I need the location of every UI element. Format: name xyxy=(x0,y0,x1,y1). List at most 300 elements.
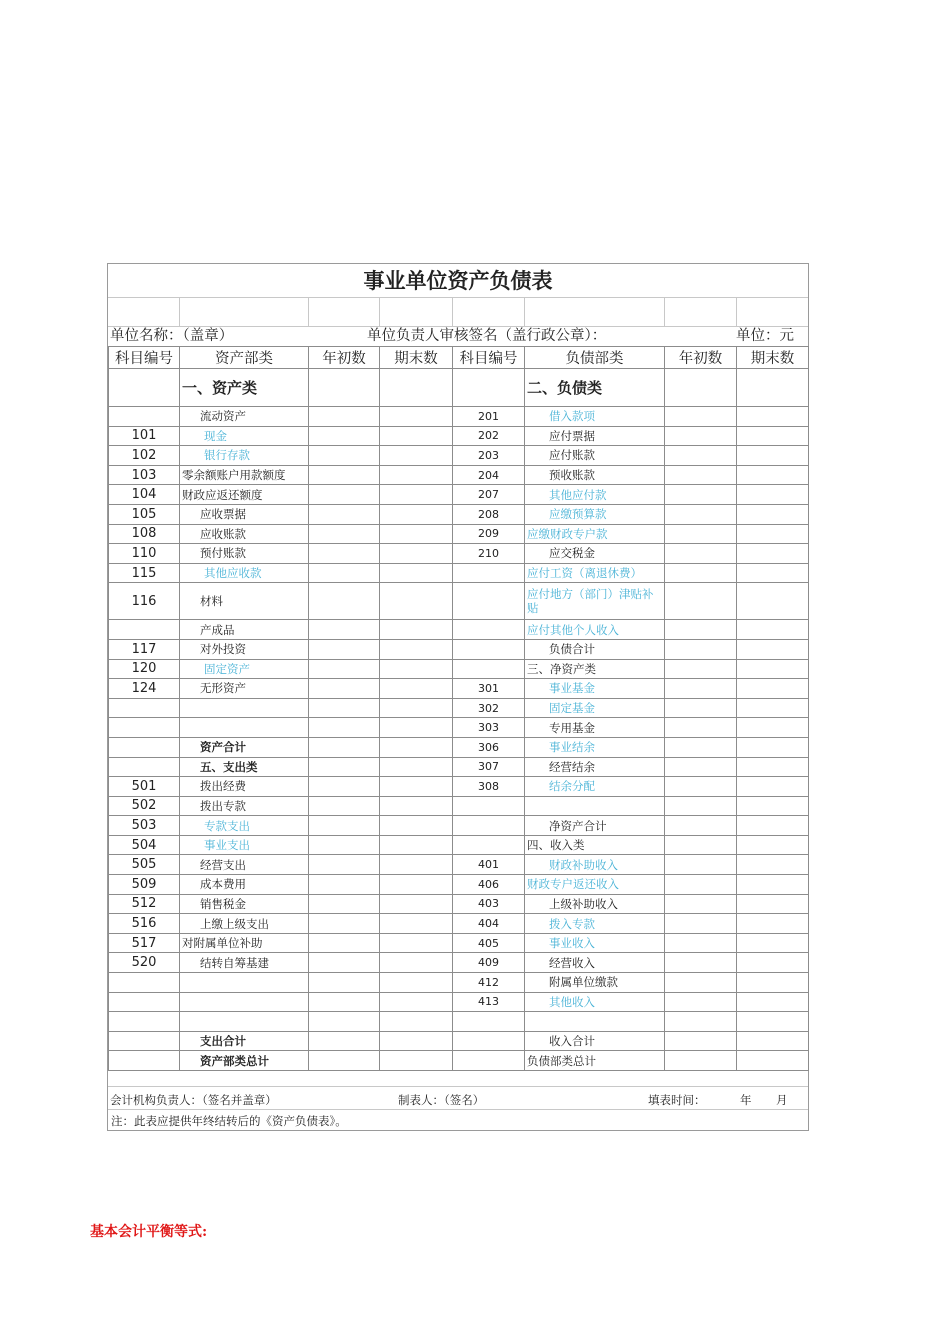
liability-opening xyxy=(665,796,737,816)
asset-opening xyxy=(309,544,380,564)
liability-code xyxy=(453,796,525,816)
liability-item: 事业收入 xyxy=(525,933,665,953)
table-row xyxy=(109,914,809,934)
liability-code: 208 xyxy=(453,504,525,524)
liability-opening xyxy=(665,504,737,524)
liability-item: 负债合计 xyxy=(525,639,665,659)
asset-closing xyxy=(380,524,453,544)
column-header: 期末数 xyxy=(737,347,809,369)
table-row xyxy=(109,992,809,1012)
asset-closing xyxy=(380,953,453,973)
fill-time-label: 填表时间： xyxy=(648,1093,706,1107)
liability-code: 207 xyxy=(453,485,525,505)
asset-opening xyxy=(309,953,380,973)
liability-opening xyxy=(665,465,737,485)
liability-closing xyxy=(737,639,809,659)
asset-code: 516 xyxy=(109,914,180,934)
sheet-title: 事业单位资产负债表 xyxy=(108,264,808,298)
asset-item: 成本费用 xyxy=(180,875,309,895)
liability-code: 308 xyxy=(453,777,525,797)
asset-item: 对外投资 xyxy=(180,639,309,659)
liability-opening xyxy=(665,679,737,699)
liability-item: 收入合计 xyxy=(525,1031,665,1051)
liability-opening xyxy=(665,718,737,738)
liability-closing xyxy=(737,718,809,738)
liability-item: 四、收入类 xyxy=(525,835,665,855)
liability-item: 负债部类总计 xyxy=(525,1051,665,1071)
liability-item: 应交税金 xyxy=(525,544,665,564)
table-row xyxy=(109,855,809,875)
asset-code xyxy=(109,1012,180,1032)
liability-opening xyxy=(665,583,737,620)
asset-code: 110 xyxy=(109,544,180,564)
table-row xyxy=(109,718,809,738)
liability-code: 203 xyxy=(453,446,525,466)
liability-code: 306 xyxy=(453,737,525,757)
asset-opening xyxy=(309,933,380,953)
column-header: 科目编号 xyxy=(453,347,525,369)
asset-closing xyxy=(380,914,453,934)
asset-closing xyxy=(380,855,453,875)
table-row xyxy=(109,369,809,407)
asset-closing xyxy=(380,563,453,583)
asset-code xyxy=(109,1031,180,1051)
asset-code: 120 xyxy=(109,659,180,679)
liability-opening xyxy=(665,835,737,855)
asset-item: 专款支出 xyxy=(180,816,309,836)
liability-closing xyxy=(737,894,809,914)
asset-closing xyxy=(380,465,453,485)
liability-closing xyxy=(737,698,809,718)
asset-item: 应收票据 xyxy=(180,504,309,524)
asset-opening xyxy=(309,855,380,875)
liability-closing xyxy=(737,796,809,816)
asset-code: 102 xyxy=(109,446,180,466)
table-row xyxy=(109,659,809,679)
asset-code xyxy=(109,698,180,718)
liability-opening xyxy=(665,855,737,875)
asset-code xyxy=(109,620,180,640)
table-row xyxy=(109,933,809,953)
liability-opening xyxy=(665,524,737,544)
asset-item: 财政应返还额度 xyxy=(180,485,309,505)
asset-closing xyxy=(380,639,453,659)
asset-item: 零余额账户用款额度 xyxy=(180,465,309,485)
liability-code: 409 xyxy=(453,953,525,973)
asset-opening xyxy=(309,583,380,620)
asset-opening xyxy=(309,737,380,757)
asset-code: 116 xyxy=(109,583,180,620)
liability-closing xyxy=(737,777,809,797)
table-row xyxy=(109,563,809,583)
liability-opening xyxy=(665,563,737,583)
month-label: 月 xyxy=(776,1093,788,1107)
signature-label: 单位负责人审核签名（盖行政公章）： xyxy=(367,328,607,344)
liability-item: 上级补助收入 xyxy=(525,894,665,914)
asset-opening xyxy=(309,875,380,895)
table-row xyxy=(109,465,809,485)
table-row xyxy=(109,485,809,505)
liability-opening xyxy=(665,407,737,427)
liability-opening xyxy=(665,446,737,466)
liability-opening xyxy=(665,875,737,895)
asset-closing xyxy=(380,835,453,855)
asset-closing xyxy=(380,620,453,640)
asset-opening xyxy=(309,816,380,836)
asset-closing xyxy=(380,777,453,797)
liability-closing xyxy=(737,563,809,583)
asset-closing xyxy=(380,369,453,407)
asset-closing xyxy=(380,1031,453,1051)
liability-closing xyxy=(737,816,809,836)
liability-code xyxy=(453,563,525,583)
table-row xyxy=(109,446,809,466)
liability-closing xyxy=(737,369,809,407)
liability-code: 301 xyxy=(453,679,525,699)
asset-opening xyxy=(309,446,380,466)
liability-item: 财政专户返还收入 xyxy=(525,875,665,895)
asset-closing xyxy=(380,426,453,446)
asset-item: 应收账款 xyxy=(180,524,309,544)
asset-code: 517 xyxy=(109,933,180,953)
liability-opening xyxy=(665,426,737,446)
liability-closing xyxy=(737,992,809,1012)
liability-item: 应付账款 xyxy=(525,446,665,466)
asset-closing xyxy=(380,1051,453,1071)
liability-opening xyxy=(665,659,737,679)
liability-item: 应付工资（离退休费） xyxy=(525,563,665,583)
liability-opening xyxy=(665,914,737,934)
asset-opening xyxy=(309,504,380,524)
asset-code xyxy=(109,992,180,1012)
liability-closing xyxy=(737,485,809,505)
asset-code xyxy=(109,757,180,777)
asset-closing xyxy=(380,757,453,777)
liability-code: 406 xyxy=(453,875,525,895)
asset-item xyxy=(180,1012,309,1032)
table-row xyxy=(109,816,809,836)
liability-closing xyxy=(737,1031,809,1051)
table-row xyxy=(109,639,809,659)
liability-item xyxy=(525,1012,665,1032)
liability-opening xyxy=(665,992,737,1012)
asset-item: 产成品 xyxy=(180,620,309,640)
asset-code: 512 xyxy=(109,894,180,914)
liability-closing xyxy=(737,446,809,466)
liability-item: 应付其他个人收入 xyxy=(525,620,665,640)
liability-code xyxy=(453,1031,525,1051)
column-header: 期末数 xyxy=(380,347,453,369)
asset-item: 支出合计 xyxy=(180,1031,309,1051)
asset-opening xyxy=(309,718,380,738)
liability-closing xyxy=(737,679,809,699)
liability-closing xyxy=(737,620,809,640)
liability-code xyxy=(453,583,525,620)
liability-opening xyxy=(665,1031,737,1051)
asset-item: 资产合计 xyxy=(180,737,309,757)
asset-item: 对附属单位补助 xyxy=(180,933,309,953)
liability-opening xyxy=(665,933,737,953)
liability-item: 借入款项 xyxy=(525,407,665,427)
liability-opening xyxy=(665,1051,737,1071)
asset-item: 银行存款 xyxy=(180,446,309,466)
asset-item xyxy=(180,718,309,738)
asset-item: 固定资产 xyxy=(180,659,309,679)
liability-opening xyxy=(665,894,737,914)
column-header: 负债部类 xyxy=(525,347,665,369)
liability-code xyxy=(453,1051,525,1071)
asset-code: 108 xyxy=(109,524,180,544)
asset-opening xyxy=(309,659,380,679)
header-row xyxy=(109,347,809,369)
asset-code: 502 xyxy=(109,796,180,816)
asset-code: 105 xyxy=(109,504,180,524)
table-row xyxy=(109,973,809,993)
asset-closing xyxy=(380,407,453,427)
liability-opening xyxy=(665,757,737,777)
asset-closing xyxy=(380,875,453,895)
asset-item: 流动资产 xyxy=(180,407,309,427)
asset-code xyxy=(109,1051,180,1071)
asset-opening xyxy=(309,679,380,699)
asset-code: 520 xyxy=(109,953,180,973)
asset-opening xyxy=(309,369,380,407)
table-row xyxy=(109,1031,809,1051)
asset-code xyxy=(109,407,180,427)
liability-closing xyxy=(737,973,809,993)
liability-code: 202 xyxy=(453,426,525,446)
liability-opening xyxy=(665,639,737,659)
asset-closing xyxy=(380,504,453,524)
liability-opening xyxy=(665,698,737,718)
liability-item: 附属单位缴款 xyxy=(525,973,665,993)
asset-item: 事业支出 xyxy=(180,835,309,855)
asset-item: 拨出专款 xyxy=(180,796,309,816)
liability-code: 302 xyxy=(453,698,525,718)
liability-item: 拨入专款 xyxy=(525,914,665,934)
liability-closing xyxy=(737,426,809,446)
liability-item: 其他收入 xyxy=(525,992,665,1012)
asset-item: 一、资产类 xyxy=(180,369,309,407)
asset-item: 材料 xyxy=(180,583,309,620)
liability-item: 事业基金 xyxy=(525,679,665,699)
asset-closing xyxy=(380,973,453,993)
liability-opening xyxy=(665,953,737,973)
asset-closing xyxy=(380,1012,453,1032)
liability-opening xyxy=(665,1012,737,1032)
year-label: 年 xyxy=(740,1093,752,1107)
asset-closing xyxy=(380,544,453,564)
liability-opening xyxy=(665,369,737,407)
asset-opening xyxy=(309,407,380,427)
table-row xyxy=(109,407,809,427)
liability-item: 应付地方（部门）津贴补贴 xyxy=(525,583,665,620)
asset-code: 115 xyxy=(109,563,180,583)
liability-item: 三、净资产类 xyxy=(525,659,665,679)
liability-item: 固定基金 xyxy=(525,698,665,718)
asset-item: 其他应收款 xyxy=(180,563,309,583)
table-row xyxy=(109,698,809,718)
asset-item: 五、支出类 xyxy=(180,757,309,777)
asset-item: 拨出经费 xyxy=(180,777,309,797)
liability-code xyxy=(453,816,525,836)
liability-opening xyxy=(665,485,737,505)
liability-closing xyxy=(737,504,809,524)
asset-opening xyxy=(309,835,380,855)
liability-code: 201 xyxy=(453,407,525,427)
liability-opening xyxy=(665,737,737,757)
asset-code: 117 xyxy=(109,639,180,659)
liability-item: 其他应付款 xyxy=(525,485,665,505)
liability-item: 专用基金 xyxy=(525,718,665,738)
liability-closing xyxy=(737,659,809,679)
liability-code: 210 xyxy=(453,544,525,564)
liability-item: 预收账款 xyxy=(525,465,665,485)
liability-closing xyxy=(737,757,809,777)
asset-item: 现金 xyxy=(180,426,309,446)
asset-item: 经营支出 xyxy=(180,855,309,875)
liability-closing xyxy=(737,953,809,973)
asset-code: 104 xyxy=(109,485,180,505)
liability-code xyxy=(453,620,525,640)
table-row xyxy=(109,894,809,914)
asset-item xyxy=(180,698,309,718)
liability-item: 净资产合计 xyxy=(525,816,665,836)
asset-opening xyxy=(309,973,380,993)
asset-code xyxy=(109,369,180,407)
liability-code: 209 xyxy=(453,524,525,544)
asset-closing xyxy=(380,718,453,738)
column-header: 年初数 xyxy=(309,347,380,369)
asset-closing xyxy=(380,992,453,1012)
currency-label: 单位：元 xyxy=(736,328,794,344)
asset-opening xyxy=(309,914,380,934)
asset-item: 销售税金 xyxy=(180,894,309,914)
liability-item: 财政补助收入 xyxy=(525,855,665,875)
liability-closing xyxy=(737,407,809,427)
asset-closing xyxy=(380,446,453,466)
asset-opening xyxy=(309,465,380,485)
liability-opening xyxy=(665,816,737,836)
asset-closing xyxy=(380,894,453,914)
formula-heading: 基本会计平衡等式: xyxy=(90,1224,208,1240)
liability-item: 应缴财政专户款 xyxy=(525,524,665,544)
sheet-footer xyxy=(108,1086,808,1110)
asset-opening xyxy=(309,698,380,718)
liability-code xyxy=(453,659,525,679)
asset-opening xyxy=(309,524,380,544)
asset-code xyxy=(109,718,180,738)
table-row xyxy=(109,737,809,757)
liability-closing xyxy=(737,855,809,875)
liability-closing xyxy=(737,933,809,953)
table-row xyxy=(109,796,809,816)
liability-code xyxy=(453,369,525,407)
table-row xyxy=(109,544,809,564)
asset-code: 501 xyxy=(109,777,180,797)
asset-opening xyxy=(309,1051,380,1071)
liability-code: 412 xyxy=(453,973,525,993)
asset-code xyxy=(109,973,180,993)
table-row xyxy=(109,875,809,895)
asset-opening xyxy=(309,992,380,1012)
table-row xyxy=(109,757,809,777)
sheet-note: 注：此表应提供年终结转后的《资产负债表》。 xyxy=(111,1114,347,1128)
asset-code: 504 xyxy=(109,835,180,855)
liability-item: 经营收入 xyxy=(525,953,665,973)
table-row xyxy=(109,679,809,699)
asset-code: 103 xyxy=(109,465,180,485)
liability-closing xyxy=(737,1051,809,1071)
liability-code: 204 xyxy=(453,465,525,485)
liability-item xyxy=(525,796,665,816)
liability-item: 经营结余 xyxy=(525,757,665,777)
asset-opening xyxy=(309,1012,380,1032)
asset-opening xyxy=(309,757,380,777)
liability-item: 结余分配 xyxy=(525,777,665,797)
asset-closing xyxy=(380,698,453,718)
liability-code xyxy=(453,835,525,855)
asset-code xyxy=(109,737,180,757)
asset-opening xyxy=(309,620,380,640)
asset-item xyxy=(180,992,309,1012)
asset-item: 无形资产 xyxy=(180,679,309,699)
table-row xyxy=(109,524,809,544)
liability-opening xyxy=(665,544,737,564)
asset-closing xyxy=(380,679,453,699)
liability-closing xyxy=(737,583,809,620)
liability-opening xyxy=(665,973,737,993)
blank-row xyxy=(108,298,808,327)
asset-code: 509 xyxy=(109,875,180,895)
asset-code: 503 xyxy=(109,816,180,836)
liability-code xyxy=(453,1012,525,1032)
table-row xyxy=(109,777,809,797)
table-row xyxy=(109,1012,809,1032)
unit-name-label: 单位名称：（盖章） xyxy=(110,328,234,344)
asset-code: 505 xyxy=(109,855,180,875)
liability-closing xyxy=(737,737,809,757)
liability-item: 应付票据 xyxy=(525,426,665,446)
accountant-label: 会计机构负责人：（签名并盖章） xyxy=(110,1093,277,1107)
preparer-label: 制表人：（签名） xyxy=(398,1093,485,1107)
asset-opening xyxy=(309,485,380,505)
table-row xyxy=(109,426,809,446)
liability-opening xyxy=(665,620,737,640)
table-row xyxy=(109,620,809,640)
table-row xyxy=(109,835,809,855)
asset-opening xyxy=(309,639,380,659)
column-header: 资产部类 xyxy=(180,347,309,369)
asset-opening xyxy=(309,563,380,583)
asset-opening xyxy=(309,796,380,816)
table-row xyxy=(109,504,809,524)
asset-item: 上缴上级支出 xyxy=(180,914,309,934)
asset-closing xyxy=(380,933,453,953)
asset-closing xyxy=(380,796,453,816)
liability-code: 307 xyxy=(453,757,525,777)
liability-closing xyxy=(737,524,809,544)
column-header: 科目编号 xyxy=(109,347,180,369)
liability-closing xyxy=(737,544,809,564)
asset-opening xyxy=(309,426,380,446)
balance-table xyxy=(108,346,809,1071)
asset-item: 预付账款 xyxy=(180,544,309,564)
asset-opening xyxy=(309,1031,380,1051)
liability-code: 413 xyxy=(453,992,525,1012)
asset-opening xyxy=(309,777,380,797)
liability-closing xyxy=(737,875,809,895)
